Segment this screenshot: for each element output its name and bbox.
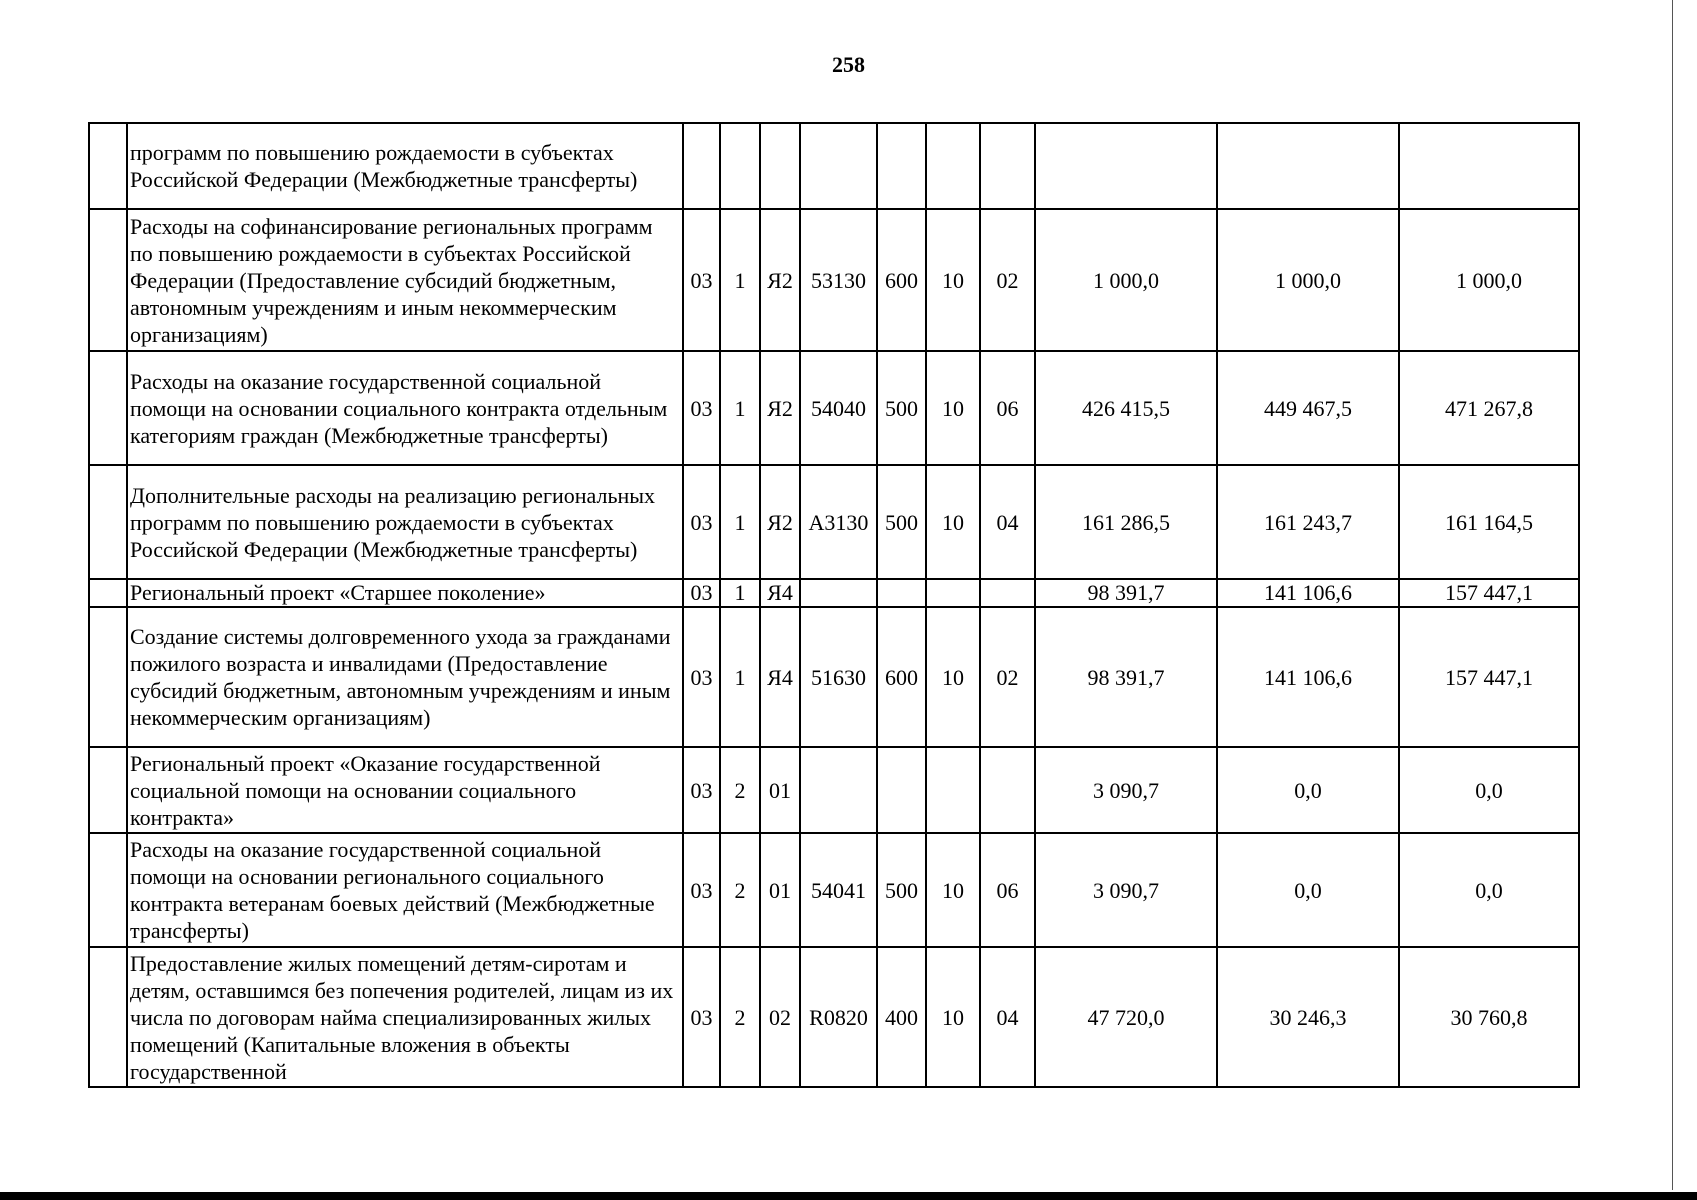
amount-cell [1217,123,1399,209]
code-cell [926,579,980,607]
code-cell: 2 [720,947,760,1087]
table-row [89,123,1579,209]
row-number-cell [89,833,127,947]
amount-cell: 0,0 [1399,747,1579,833]
code-cell: Я4 [760,579,800,607]
code-cell: 03 [683,833,720,947]
table-row [89,833,1579,947]
code-cell: 10 [926,607,980,747]
row-number-cell [89,607,127,747]
table-row [89,465,1579,579]
code-cell [980,123,1035,209]
code-cell: 1 [720,351,760,465]
amount-cell: 3 090,7 [1035,833,1217,947]
code-cell: Я2 [760,351,800,465]
code-cell [926,123,980,209]
amount-cell: 161 164,5 [1399,465,1579,579]
description-cell: Расходы на оказание государственной социальной помощи на основании регионального социального контракта ветеранам боевых действий (Межбюджетные трансферты) [127,833,683,947]
code-cell: 03 [683,209,720,351]
amount-cell: 426 415,5 [1035,351,1217,465]
code-cell: Я2 [760,465,800,579]
description-cell: Региональный проект «Старшее поколение» [127,579,683,607]
scan-bottom-bar [0,1192,1697,1200]
code-cell [683,123,720,209]
code-cell: 2 [720,833,760,947]
code-cell: 600 [877,607,926,747]
code-cell [877,579,926,607]
code-cell: R0820 [800,947,877,1087]
amount-cell: 449 467,5 [1217,351,1399,465]
code-cell: 06 [980,351,1035,465]
row-number-cell [89,123,127,209]
code-cell: 06 [980,833,1035,947]
code-cell: 10 [926,833,980,947]
code-cell: 03 [683,607,720,747]
table-row [89,209,1579,351]
code-cell: 600 [877,209,926,351]
amount-cell: 157 447,1 [1399,607,1579,747]
code-cell: 500 [877,833,926,947]
code-cell: 1 [720,579,760,607]
amount-cell: 1 000,0 [1217,209,1399,351]
amount-cell: 1 000,0 [1399,209,1579,351]
description-cell: Расходы на софинансирование региональных программ по повышению рождаемости в субъектах Российской Федерации (Предоставление субсидий бюджетным, автономным учреждениям и иным некоммерческим организациям) [127,209,683,351]
code-cell: 03 [683,579,720,607]
page-number: 258 [832,52,865,77]
table-row [89,747,1579,833]
scan-edge-line [1672,0,1673,1190]
amount-cell: 1 000,0 [1035,209,1217,351]
row-number-cell [89,579,127,607]
code-cell [800,123,877,209]
code-cell [877,123,926,209]
code-cell: 500 [877,351,926,465]
amount-cell: 157 447,1 [1399,579,1579,607]
amount-cell: 0,0 [1217,833,1399,947]
code-cell [800,747,877,833]
amount-cell: 161 243,7 [1217,465,1399,579]
code-cell [877,747,926,833]
description-cell: Дополнительные расходы на реализацию региональных программ по повышению рождаемости в субъектах Российской Федерации (Межбюджетные трансферты) [127,465,683,579]
code-cell: 54040 [800,351,877,465]
description-cell: Создание системы долговременного ухода за гражданами пожилого возраста и инвалидами (Предоставление субсидий бюджетным, автономным учреждениям и иным некоммерческим организациям) [127,607,683,747]
code-cell: 1 [720,465,760,579]
code-cell [980,579,1035,607]
description-cell: программ по повышению рождаемости в субъектах Российской Федерации (Межбюджетные трансферты) [127,123,683,209]
amount-cell [1035,123,1217,209]
code-cell: Я4 [760,607,800,747]
table-body [89,123,1579,1087]
code-cell: 01 [760,747,800,833]
code-cell: 2 [720,747,760,833]
code-cell [720,123,760,209]
row-number-cell [89,351,127,465]
code-cell: 03 [683,947,720,1087]
amount-cell: 30 760,8 [1399,947,1579,1087]
row-number-cell [89,465,127,579]
amount-cell: 3 090,7 [1035,747,1217,833]
amount-cell: 141 106,6 [1217,579,1399,607]
amount-cell: 0,0 [1217,747,1399,833]
code-cell: 53130 [800,209,877,351]
code-cell: Я2 [760,209,800,351]
description-cell: Региональный проект «Оказание государственной социальной помощи на основании социального контракта» [127,747,683,833]
code-cell: 10 [926,209,980,351]
code-cell [926,747,980,833]
code-cell: 500 [877,465,926,579]
amount-cell: 98 391,7 [1035,607,1217,747]
code-cell: 1 [720,607,760,747]
code-cell: А3130 [800,465,877,579]
amount-cell: 30 246,3 [1217,947,1399,1087]
code-cell: 04 [980,465,1035,579]
code-cell: 10 [926,351,980,465]
code-cell: 02 [760,947,800,1087]
budget-table [88,122,1580,1088]
amount-cell [1399,123,1579,209]
amount-cell: 161 286,5 [1035,465,1217,579]
row-number-cell [89,209,127,351]
amount-cell: 0,0 [1399,833,1579,947]
table-row [89,351,1579,465]
code-cell: 03 [683,351,720,465]
table-row [89,607,1579,747]
code-cell: 10 [926,465,980,579]
code-cell [800,579,877,607]
amount-cell: 47 720,0 [1035,947,1217,1087]
amount-cell: 98 391,7 [1035,579,1217,607]
code-cell: 51630 [800,607,877,747]
code-cell: 02 [980,607,1035,747]
code-cell: 01 [760,833,800,947]
code-cell: 400 [877,947,926,1087]
code-cell [760,123,800,209]
code-cell: 04 [980,947,1035,1087]
row-number-cell [89,947,127,1087]
table-row [89,579,1579,607]
code-cell: 54041 [800,833,877,947]
table-row [89,947,1579,1087]
code-cell: 02 [980,209,1035,351]
description-cell: Расходы на оказание государственной социальной помощи на основании социального контракта отдельным категориям граждан (Межбюджетные трансферты) [127,351,683,465]
amount-cell: 471 267,8 [1399,351,1579,465]
code-cell: 03 [683,465,720,579]
row-number-cell [89,747,127,833]
code-cell: 1 [720,209,760,351]
code-cell: 10 [926,947,980,1087]
code-cell [980,747,1035,833]
description-cell: Предоставление жилых помещений детям-сиротам и детям, оставшимся без попечения родителей, лицам из их числа по договорам найма специализированных жилых помещений (Капитальные вложения в объекты государственной [127,947,683,1087]
code-cell: 03 [683,747,720,833]
amount-cell: 141 106,6 [1217,607,1399,747]
